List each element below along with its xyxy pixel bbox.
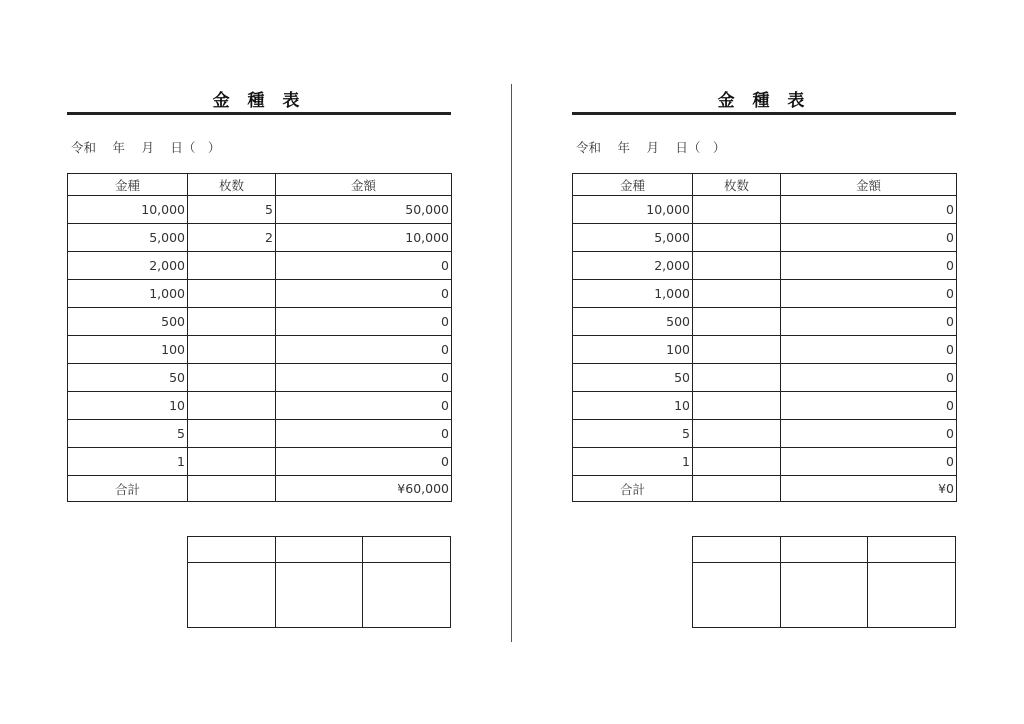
amount-cell: 0	[276, 252, 452, 280]
count-cell[interactable]	[693, 420, 781, 448]
count-cell[interactable]	[693, 196, 781, 224]
sheet-title: 金 種 表	[212, 91, 306, 111]
count-cell[interactable]	[693, 364, 781, 392]
amount-cell: 0	[781, 420, 957, 448]
amount-cell: 0	[276, 420, 452, 448]
table-row	[573, 448, 957, 476]
denomination-cell: 1,000	[68, 280, 188, 308]
stamp-header-cell[interactable]	[275, 537, 363, 563]
denomination-cell: 100	[573, 336, 693, 364]
denomination-cell: 10	[68, 392, 188, 420]
count-cell[interactable]	[693, 280, 781, 308]
denomination-cell: 5,000	[68, 224, 188, 252]
denomination-cell: 1	[68, 448, 188, 476]
stamp-cell[interactable]	[780, 563, 868, 628]
amount-cell: 0	[781, 448, 957, 476]
amount-cell: 0	[781, 252, 957, 280]
sheet-right	[572, 0, 956, 724]
table-row	[68, 392, 452, 420]
count-cell[interactable]	[693, 224, 781, 252]
stamp-header-cell[interactable]	[868, 537, 956, 563]
total-count-cell[interactable]	[188, 476, 276, 502]
title-underline	[572, 112, 956, 115]
table-header-row	[573, 174, 957, 196]
center-divider	[511, 84, 512, 642]
total-amount: ¥60,000	[276, 476, 452, 502]
amount-cell: 0	[781, 280, 957, 308]
count-cell[interactable]	[693, 336, 781, 364]
count-cell[interactable]	[693, 392, 781, 420]
denomination-cell: 10,000	[68, 196, 188, 224]
header-count: 枚数	[693, 174, 781, 196]
amount-cell: 0	[781, 336, 957, 364]
denomination-cell: 5,000	[573, 224, 693, 252]
denomination-cell: 50	[68, 364, 188, 392]
table-row	[68, 420, 452, 448]
stamp-cell[interactable]	[275, 563, 363, 628]
table-row	[573, 392, 957, 420]
stamp-header-row	[693, 537, 956, 563]
stamp-body-row	[693, 563, 956, 628]
header-amount: 金額	[276, 174, 452, 196]
table-row	[573, 196, 957, 224]
table-row	[68, 336, 452, 364]
denomination-table	[67, 173, 452, 502]
table-row	[573, 336, 957, 364]
amount-cell: 10,000	[276, 224, 452, 252]
count-cell[interactable]	[188, 448, 276, 476]
total-label: 合計	[68, 476, 188, 502]
table-row	[68, 308, 452, 336]
header-denomination: 金種	[573, 174, 693, 196]
amount-cell: 0	[276, 336, 452, 364]
approval-stamp-box	[692, 536, 956, 628]
table-row	[573, 420, 957, 448]
sheet-left	[67, 0, 451, 724]
count-cell[interactable]	[188, 420, 276, 448]
title-underline	[67, 112, 451, 115]
count-cell[interactable]	[693, 252, 781, 280]
table-row	[68, 224, 452, 252]
stamp-header-cell[interactable]	[363, 537, 451, 563]
stamp-cell[interactable]	[188, 563, 276, 628]
denomination-cell: 500	[573, 308, 693, 336]
header-amount: 金額	[781, 174, 957, 196]
total-count-cell[interactable]	[693, 476, 781, 502]
stamp-header-cell[interactable]	[780, 537, 868, 563]
denomination-cell: 10	[573, 392, 693, 420]
count-cell[interactable]: 5	[188, 196, 276, 224]
denomination-cell: 500	[68, 308, 188, 336]
date-line: 令和 年 月 日（ ）	[71, 140, 221, 155]
count-cell[interactable]	[188, 364, 276, 392]
amount-cell: 0	[781, 364, 957, 392]
stamp-cell[interactable]	[693, 563, 781, 628]
amount-cell: 0	[276, 448, 452, 476]
total-amount: ¥0	[781, 476, 957, 502]
total-row	[573, 476, 957, 502]
table-row	[573, 364, 957, 392]
amount-cell: 0	[276, 280, 452, 308]
amount-cell: 0	[276, 308, 452, 336]
count-cell[interactable]	[693, 308, 781, 336]
table-row	[68, 252, 452, 280]
amount-cell: 50,000	[276, 196, 452, 224]
denomination-cell: 50	[573, 364, 693, 392]
amount-cell: 0	[781, 224, 957, 252]
amount-cell: 0	[276, 392, 452, 420]
stamp-cell[interactable]	[363, 563, 451, 628]
date-line: 令和 年 月 日（ ）	[576, 140, 726, 155]
count-cell[interactable]	[693, 448, 781, 476]
total-row	[68, 476, 452, 502]
denomination-cell: 1	[573, 448, 693, 476]
stamp-header-row	[188, 537, 451, 563]
count-cell[interactable]	[188, 392, 276, 420]
denomination-cell: 1,000	[573, 280, 693, 308]
stamp-body-row	[188, 563, 451, 628]
table-row	[573, 252, 957, 280]
table-header-row	[68, 174, 452, 196]
table-row	[573, 308, 957, 336]
stamp-cell[interactable]	[868, 563, 956, 628]
count-cell[interactable]	[188, 336, 276, 364]
header-count: 枚数	[188, 174, 276, 196]
denomination-cell: 2,000	[573, 252, 693, 280]
table-row	[68, 448, 452, 476]
approval-stamp-box	[187, 536, 451, 628]
total-label: 合計	[573, 476, 693, 502]
amount-cell: 0	[276, 364, 452, 392]
table-row	[573, 224, 957, 252]
table-row	[68, 196, 452, 224]
count-cell[interactable]	[188, 252, 276, 280]
amount-cell: 0	[781, 392, 957, 420]
count-cell[interactable]: 2	[188, 224, 276, 252]
denomination-cell: 10,000	[573, 196, 693, 224]
table-row	[68, 364, 452, 392]
count-cell[interactable]	[188, 308, 276, 336]
count-cell[interactable]	[188, 280, 276, 308]
denomination-cell: 2,000	[68, 252, 188, 280]
sheet-title: 金 種 表	[717, 91, 811, 111]
denomination-cell: 100	[68, 336, 188, 364]
stamp-header-cell[interactable]	[693, 537, 781, 563]
table-row	[68, 280, 452, 308]
amount-cell: 0	[781, 308, 957, 336]
denomination-table	[572, 173, 957, 502]
denomination-cell: 5	[68, 420, 188, 448]
amount-cell: 0	[781, 196, 957, 224]
denomination-cell: 5	[573, 420, 693, 448]
header-denomination: 金種	[68, 174, 188, 196]
stamp-header-cell[interactable]	[188, 537, 276, 563]
table-row	[573, 280, 957, 308]
